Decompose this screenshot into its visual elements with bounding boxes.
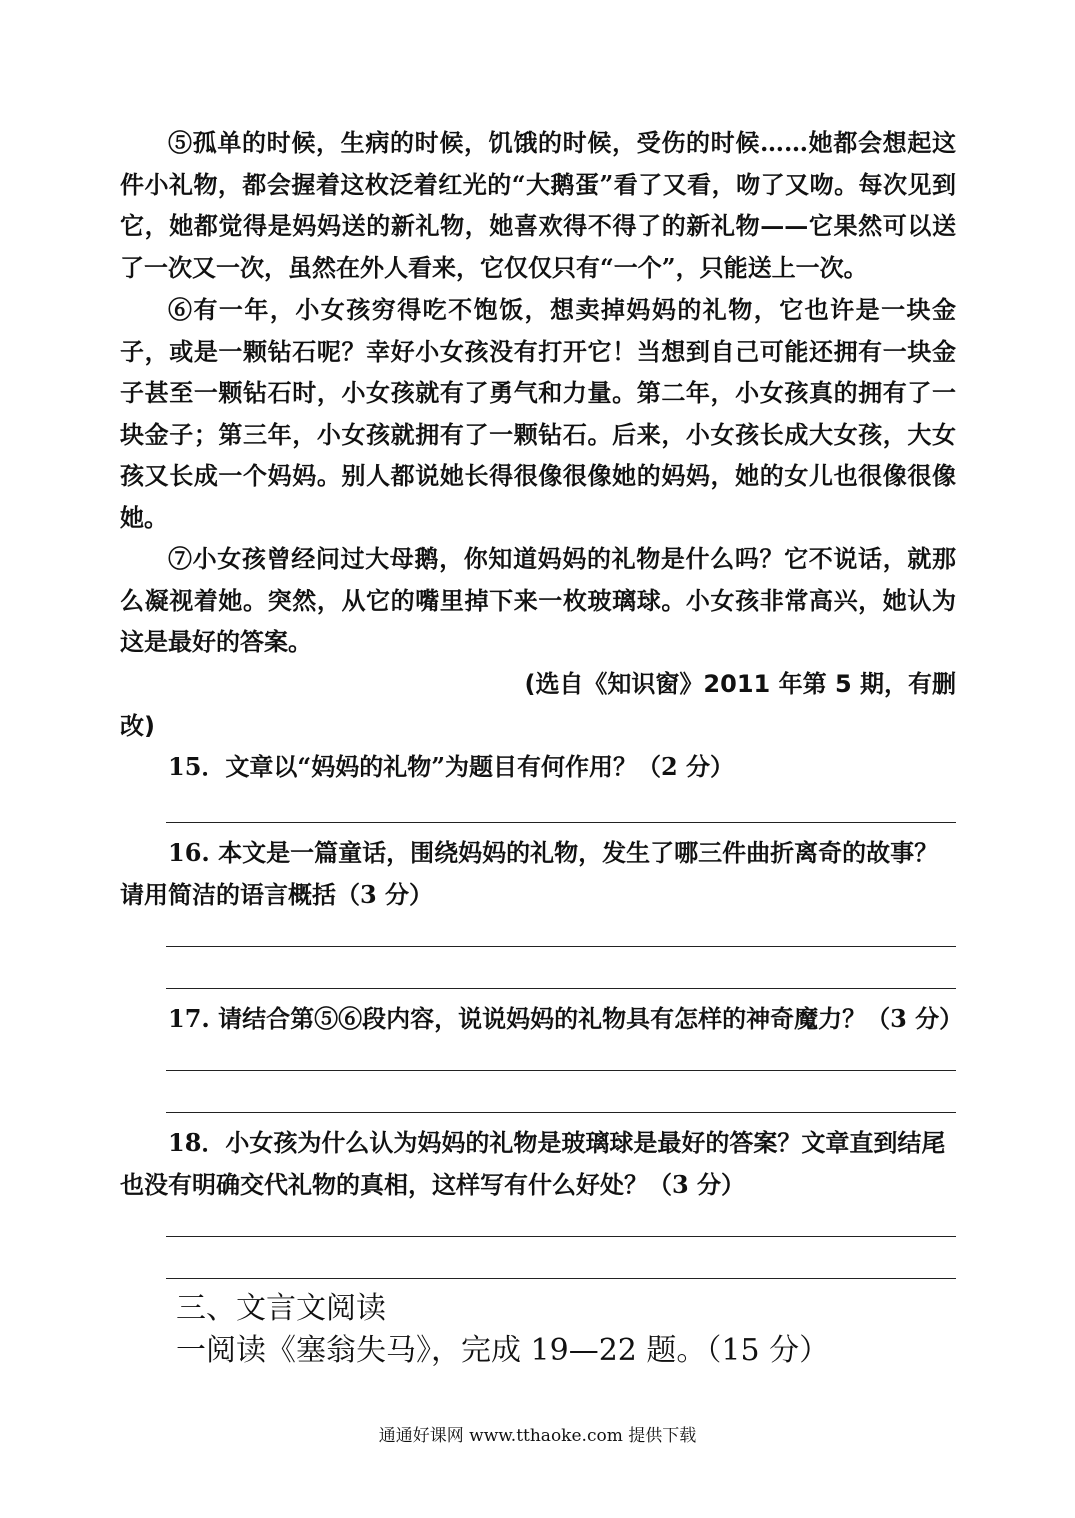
- answer-line: [166, 1112, 956, 1113]
- source-citation-line1: (选自《知识窗》2011 年第 5 期，有删: [524, 670, 956, 698]
- question-15: 15．文章以“妈妈的礼物”为题目有何作用？（2 分）: [168, 752, 735, 781]
- footer-text: 通通好课网 www.tthaoke.com 提供下载: [378, 1426, 697, 1446]
- section-subtitle: 一阅读《塞翁失马》，完成 19—22 题。（15 分）: [176, 1333, 830, 1368]
- answer-line: [166, 1236, 956, 1237]
- source-citation: [120, 664, 956, 747]
- answer-line: [166, 946, 956, 947]
- question-18: 18．小女孩为什么认为妈妈的礼物是玻璃球是最好的答案？文章直到结尾也没有明确交代礼物的真相，这样写有什么好处？（3 分）: [120, 1128, 946, 1199]
- answer-line: [166, 1070, 956, 1071]
- answer-line: [166, 822, 956, 823]
- question-16: 16. 本文是一篇童话，围绕妈妈的礼物，发生了哪三件曲折离奇的故事？请用简洁的语言概括（3 分）: [120, 838, 939, 909]
- paragraph-7: ⑦小女孩曾经问过大母鹅，你知道妈妈的礼物是什么吗？它不说话，就那么凝视着她。突然，从它的嘴里掉下来一枚玻璃球。小女孩非常高兴，她认为这是最好的答案。: [120, 544, 956, 656]
- answer-line: [166, 988, 956, 989]
- paragraph-5: ⑤孤单的时候，生病的时候，饥饿的时候，受伤的时候……她都会想起这件小礼物，都会握着这枚泛着红光的“大鹅蛋”看了又看，吻了又吻。每次见到它，她都觉得是妈妈送的新礼物，她喜欢得不得了的新礼物——它果然可以送了一次又一次，虽然在外人看来，它仅仅只有“一个”，只能送上一次。: [120, 128, 956, 282]
- source-citation-line2: 改): [120, 711, 155, 740]
- question-17: 17. 请结合第⑤⑥段内容，说说妈妈的礼物具有怎样的神奇魔力？（3 分）: [168, 1004, 964, 1033]
- paragraph-6: ⑥有一年，小女孩穷得吃不饱饭，想卖掉妈妈的礼物，它也许是一块金子，或是一颗钻石呢？幸好小女孩没有打开它！当想到自己可能还拥有一块金子甚至一颗钻石时，小女孩就有了勇气和力量。第二年，小女孩真的拥有了一块金子；第三年，小女孩就拥有了一颗钻石。后来，小女孩长成大女孩，大女孩又长成一个妈妈。别人都说她长得很像很像她的妈妈，她的女儿也很像很像她。: [120, 295, 956, 532]
- section-title: 三、文言文阅读: [176, 1291, 386, 1326]
- answer-line: [166, 1278, 956, 1279]
